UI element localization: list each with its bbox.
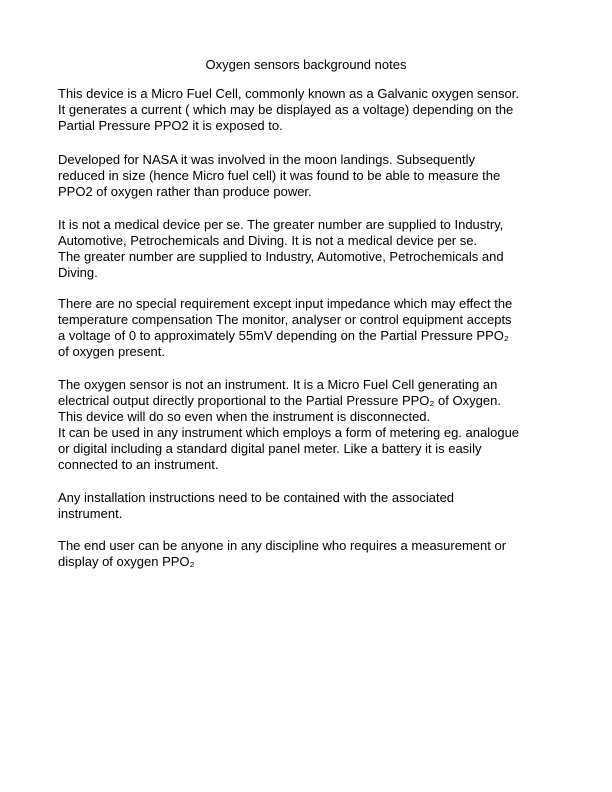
text-line: electrical output directly proportional to the Partial Pressure PPO₂ of Oxygen. (58, 393, 501, 408)
text-line: It generates a current ( which may be displayed as a voltage) depending on the (58, 102, 514, 117)
text-line: The greater number are supplied to Industry, Automotive, Petrochemicals and (58, 249, 504, 264)
text-line: There are no special requirement except input impedance which may effect the (58, 296, 513, 311)
paragraph-requirements (58, 296, 512, 360)
text-line: or digital including a standard digital panel meter. Like a battery it is easily (58, 441, 482, 456)
text-line: of oxygen present. (58, 344, 165, 359)
paragraph-history (58, 152, 500, 200)
text-line: a voltage of 0 to approximately 55mV depending on the Partial Pressure PPO₂ (58, 328, 509, 343)
text-line: PPO2 of oxygen rather than produce power. (58, 184, 312, 199)
text-line: connected to an instrument. (58, 457, 219, 472)
text-line: It is not a medical device per se. The greater number are supplied to Industry, (58, 217, 504, 232)
text-line: Automotive, Petrochemicals and Diving. It is not a medical device per se. (58, 233, 478, 248)
text-line: Partial Pressure PPO2 it is exposed to. (58, 118, 283, 133)
text-line: Diving. (58, 265, 98, 280)
text-line: The oxygen sensor is not an instrument. It is a Micro Fuel Cell generating an (58, 377, 498, 392)
text-line: This device is a Micro Fuel Cell, commonly known as a Galvanic oxygen sensor. (58, 86, 519, 101)
text-line: display of oxygen PPO₂ (58, 554, 195, 569)
text-line: temperature compensation The monitor, analyser or control equipment accepts (58, 312, 512, 327)
text-line: instrument. (58, 506, 123, 521)
text-line: Any installation instructions need to be contained with the associated (58, 490, 455, 505)
paragraph-usage (58, 217, 504, 281)
text-line: reduced in size (hence Micro fuel cell) it was found to be able to measure the (58, 168, 501, 183)
document-title: Oxygen sensors background notes (205, 57, 407, 72)
text-line: The end user can be anyone in any discipline who requires a measurement or (58, 538, 507, 553)
paragraph-end-user (58, 538, 506, 570)
text-line: Developed for NASA it was involved in the moon landings. Subsequently (58, 152, 475, 167)
text-line: This device will do so even when the instrument is disconnected. (58, 409, 431, 424)
text-line: It can be used in any instrument which employs a form of metering eg. analogue (58, 425, 520, 440)
paragraph-intro (58, 86, 519, 134)
paragraph-instrument (58, 377, 519, 473)
paragraph-installation (58, 490, 454, 522)
